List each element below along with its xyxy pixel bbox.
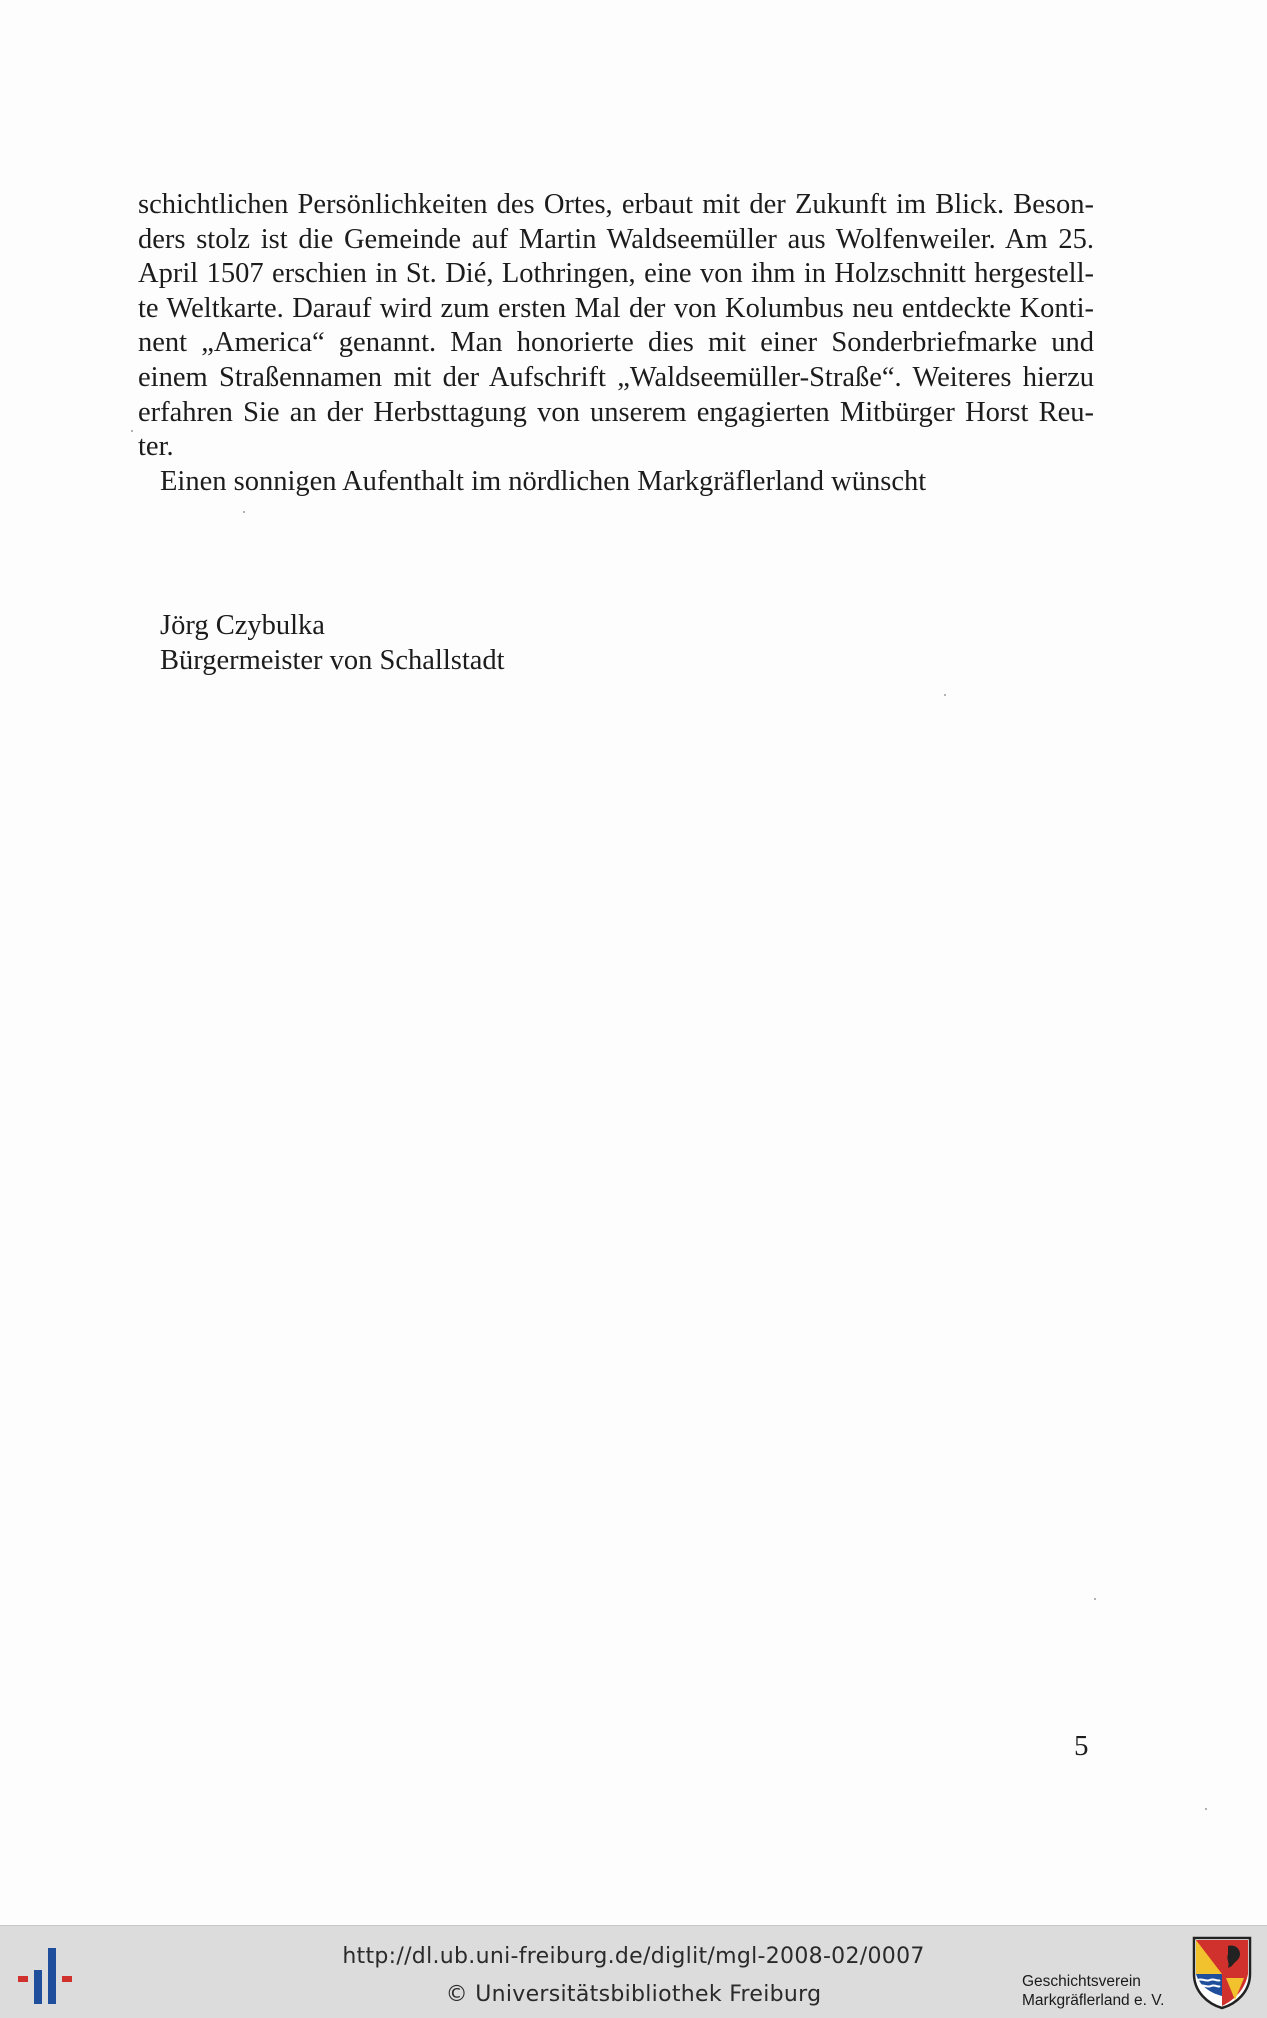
- closing-line: Einen sonnigen Aufenthalt im nördlichen Markgräflerland wünscht: [160, 465, 927, 497]
- signature-name: Jörg Czybulka: [160, 610, 325, 641]
- paragraph-line: April 1507 erschien in St. Dié, Lothringen, eine von ihm in Holzschnitt hergestell-: [138, 258, 1094, 290]
- society-line-2: Markgräflerland e. V.: [1022, 1992, 1165, 2009]
- scan-speck: [1094, 1598, 1096, 1600]
- paragraph-line: ders stolz ist die Gemeinde auf Martin Waldseemüller aus Wolfenweiler. Am 25.: [138, 223, 1094, 255]
- paragraph-line: te Weltkarte. Darauf wird zum ersten Mal der von Kolumbus neu entdeckte Konti-: [138, 292, 1094, 324]
- society-line-1: Geschichtsverein: [1022, 1973, 1141, 1990]
- society-name: [1022, 1972, 1164, 2010]
- page-number: 5: [1074, 1730, 1089, 1762]
- footer-bar: [0, 1925, 1267, 2018]
- signature-title: Bürgermeister von Schallstadt: [160, 645, 505, 676]
- paragraph-line: schichtlichen Persönlichkeiten des Ortes, erbaut mit der Zukunft im Blick. Beson-: [138, 189, 1094, 220]
- paragraph-line: einem Straßennamen mit der Aufschrift „Waldseemüller-Straße“. Weiteres hierzu: [138, 361, 1094, 393]
- coat-of-arms-icon: [1190, 1934, 1254, 2010]
- signature-block: [160, 608, 505, 678]
- body-text: [138, 188, 1094, 499]
- scan-speck: [131, 430, 133, 432]
- paragraph-line: ter.: [138, 431, 174, 463]
- main-paragraph: [138, 188, 1094, 465]
- paragraph-line: nent „America“ genannt. Man honorierte dies mit einer Sonderbriefmarke und: [138, 327, 1094, 359]
- footer-copyright: © Universitätsbibliothek Freiburg: [445, 1982, 822, 2007]
- footer-url-link[interactable]: http://dl.ub.uni-freiburg.de/diglit/mgl-2008-02/0007: [342, 1944, 925, 1969]
- paragraph-line: erfahren Sie an der Herbsttagung von unserem engagierten Mitbürger Horst Reu-: [138, 396, 1094, 428]
- scan-speck: [243, 511, 245, 513]
- scan-speck: [944, 694, 946, 696]
- scan-speck: [1205, 1808, 1207, 1810]
